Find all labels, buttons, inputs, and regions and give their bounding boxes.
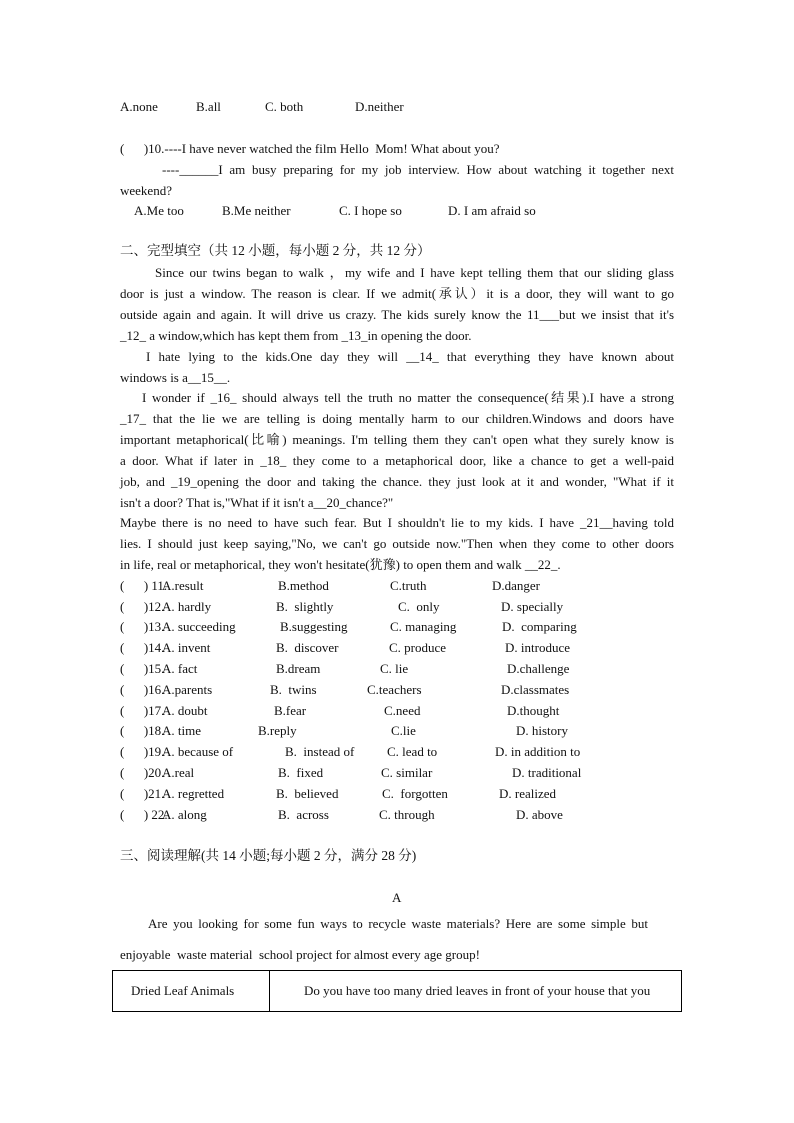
passage-line: isn't a door? That is,"What if it isn't a__20_chance?": [120, 495, 394, 510]
table-row: [113, 971, 682, 1012]
option-a: A. regretted: [162, 786, 225, 801]
passage-label: A: [392, 890, 402, 905]
project-table: [112, 970, 682, 1012]
option-c: C.need: [384, 703, 421, 718]
option-a: A. along: [162, 807, 207, 822]
option-row: [120, 640, 680, 656]
option-b: B.dream: [276, 661, 321, 676]
option-row: [120, 578, 680, 594]
question-number: ( )19.: [120, 744, 165, 759]
option-d: D. history: [516, 723, 568, 738]
option-a: A. succeeding: [162, 619, 236, 634]
option-d: D.danger: [492, 578, 541, 593]
option-c: C. lie: [380, 661, 409, 676]
passage-line: I wonder if _16_ should always tell the truth no matter the consequence(结果).I have a strong: [142, 390, 674, 405]
option-c: C. forgotten: [382, 786, 448, 801]
option-b: B. slightly: [276, 599, 334, 614]
option-c: C.truth: [390, 578, 427, 593]
passage-line: job, and _19_opening the door and taking the chance. they just look at it and wonder, "What if it: [120, 474, 674, 489]
option-a: A. because of: [162, 744, 234, 759]
question-number: ( )15.: [120, 661, 165, 676]
option-d: D. specially: [501, 599, 564, 614]
reading-intro-line: enjoyable waste material school project for almost every age group!: [120, 947, 480, 962]
option-d: D. realized: [499, 786, 557, 801]
option-d: D.thought: [507, 703, 560, 718]
option-c: C. managing: [390, 619, 457, 634]
section3-heading: 三、阅读理解(共 14 小题;每小题 2 分，满分 28 分): [120, 848, 417, 863]
passage-line: lies. I should just keep saying,"No, we can't go outside now."Then when they come to other doors: [120, 536, 674, 551]
option-a: A. fact: [162, 661, 198, 676]
option-c: C. through: [379, 807, 435, 822]
table-cell-title: Dried Leaf Animals: [113, 971, 270, 1012]
passage-line: important metaphorical(比喻) meanings. I'm telling them they can't open what they surely know is: [120, 432, 674, 447]
reading-intro-line: Are you looking for some fun ways to recycle waste materials? Here are some simple but: [148, 916, 648, 931]
question-number: ( )16.: [120, 682, 165, 697]
option-a: A. doubt: [162, 703, 208, 718]
passage-line: Maybe there is no need to have such fear. But I shouldn't lie to my kids. I have _21__having told: [120, 515, 674, 530]
q9-option-b: B.all: [196, 99, 221, 114]
passage-line: Since our twins began to walk ，my wife and I have kept telling them that our sliding glass: [155, 265, 674, 280]
question-number: ( )18.: [120, 723, 165, 738]
q10-prompt: ( )10.----I have never watched the film Hello Mom! What about you?: [120, 141, 500, 156]
option-row: [120, 765, 680, 781]
q9-option-d: D.neither: [355, 99, 404, 114]
q10-option-b: B.Me neither: [222, 203, 291, 218]
option-c: C. produce: [389, 640, 447, 655]
passage-line: door is just a window. The reason is clear. If we admit(承认）it is a door, they will want to go: [120, 286, 674, 301]
option-a: A.real: [162, 765, 195, 780]
q9-option-a: A.none: [120, 99, 158, 114]
option-row: [120, 744, 680, 760]
passage-line: a door. What if later in _18_ they come to a metaphorical door, like a chance to get a well-paid: [120, 453, 674, 468]
q10-option-d: D. I am afraid so: [448, 203, 536, 218]
table-cell-description: Do you have too many dried leaves in front of your house that you: [270, 971, 682, 1012]
option-b: B. instead of: [285, 744, 355, 759]
q10-option-a: A.Me too: [134, 203, 184, 218]
passage-line: windows is a__15__.: [120, 370, 231, 385]
option-d: D.classmates: [501, 682, 570, 697]
option-c: C. only: [398, 599, 440, 614]
option-b: B. twins: [270, 682, 317, 697]
option-row: [120, 619, 680, 635]
q10-option-c: C. I hope so: [339, 203, 402, 218]
option-b: B.method: [278, 578, 329, 593]
option-row: [120, 786, 680, 802]
option-row: [120, 682, 680, 698]
question-number: ( )13.: [120, 619, 165, 634]
question-number: ( )12.: [120, 599, 165, 614]
option-b: B.suggesting: [280, 619, 348, 634]
option-b: B. across: [278, 807, 329, 822]
option-a: A.result: [162, 578, 204, 593]
option-d: D. comparing: [502, 619, 577, 634]
option-b: B. fixed: [278, 765, 324, 780]
option-c: C. lead to: [387, 744, 438, 759]
question-number: ( )21.: [120, 786, 165, 801]
q9-option-c: C. both: [265, 99, 304, 114]
option-d: D. in addition to: [495, 744, 581, 759]
option-a: A.parents: [162, 682, 213, 697]
option-c: C.lie: [391, 723, 416, 738]
passage-line: outside again and again. It will drive us crazy. The kids surely know the 11___but we insist that it's: [120, 307, 674, 322]
option-c: C. similar: [381, 765, 433, 780]
option-d: D. introduce: [505, 640, 570, 655]
option-d: D.challenge: [507, 661, 570, 676]
question-number: ( ) 11.: [120, 578, 168, 593]
question-number: ( )17.: [120, 703, 165, 718]
section2-heading: 二、完型填空（共 12 小题，每小题 2 分，共 12 分）: [120, 243, 431, 258]
option-b: B.reply: [258, 723, 297, 738]
question-number: ( ) 22.: [120, 807, 168, 822]
q10-response-cont: weekend?: [120, 183, 172, 198]
option-row: [120, 723, 680, 739]
option-d: D. above: [516, 807, 563, 822]
passage-line: I hate lying to the kids.One day they will __14_ that everything they have known about: [146, 349, 674, 364]
option-d: D. traditional: [512, 765, 582, 780]
option-a: A. hardly: [162, 599, 212, 614]
passage-line: _17_ that the lie we are telling is doing mentally harm to our children.Windows and doors have: [120, 411, 674, 426]
option-c: C.teachers: [367, 682, 422, 697]
option-b: B. discover: [276, 640, 339, 655]
question-number: ( )14.: [120, 640, 165, 655]
option-row: [120, 661, 680, 677]
passage-line: in life, real or metaphorical, they won't hesitate(犹豫) to open them and walk __22_.: [120, 557, 561, 572]
q10-response: ----______I am busy preparing for my job interview. How about watching it together next: [162, 162, 674, 177]
option-row: [120, 599, 680, 615]
option-b: B. believed: [276, 786, 339, 801]
question-number: ( )20.: [120, 765, 165, 780]
option-a: A. invent: [162, 640, 211, 655]
passage-line: _12_ a window,which has kept them from _13_in opening the door.: [120, 328, 472, 343]
option-a: A. time: [162, 723, 201, 738]
option-row: [120, 807, 680, 823]
option-b: B.fear: [274, 703, 307, 718]
option-row: [120, 703, 680, 719]
